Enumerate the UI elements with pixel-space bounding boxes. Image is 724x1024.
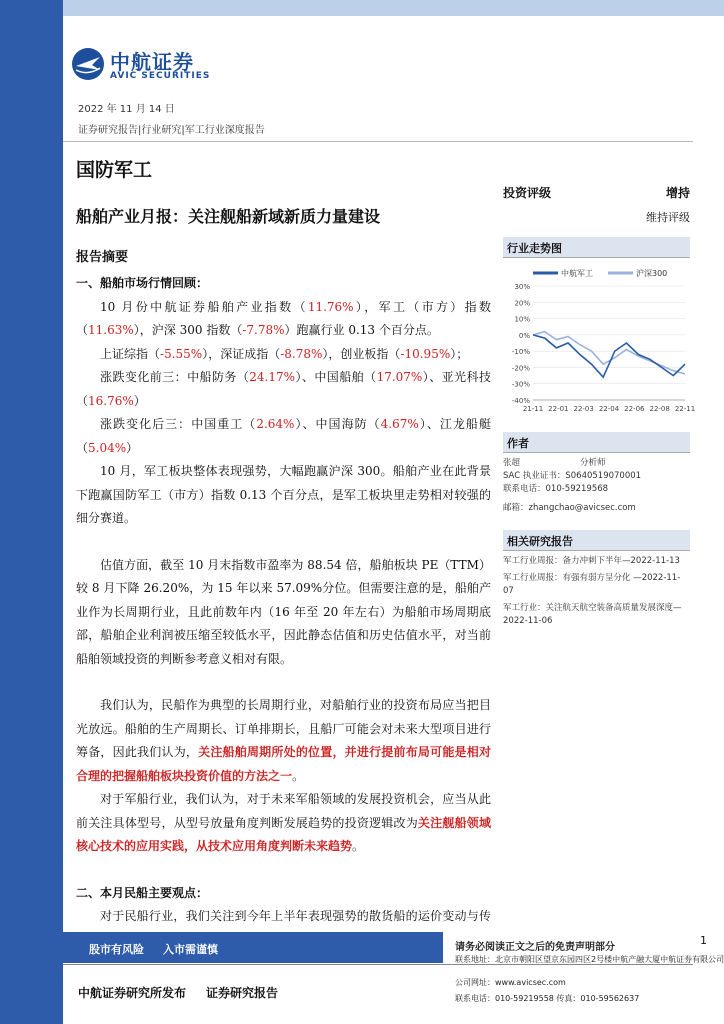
x-tick-label: 22-01 bbox=[548, 405, 569, 413]
y-tick-label: -10% bbox=[511, 348, 530, 357]
paragraph-civil-ship-view: 我们认为，民船作为典型的长周期行业，对船舶行业的投资布局应当把目光放远。船舶的生产周期长、订单排期长，且船厂可能会对未来大型项目进行筹备，因此我们认为，关注船舶周期所处的位置，并进行提前布局可能是相对合理的把握船舶板块投资价值的方法之一。 bbox=[76, 698, 491, 783]
paragraph-military-ship-view: 对于军船行业，我们认为，对于未来军船领域的发展投资机会，应当从此前关注具体型号，从型号放量角度判断发展趋势的投资逻辑改为关注舰船领域核心技术的应用实践，从技术应用角度判断未来趋势。 bbox=[76, 792, 491, 853]
company-logo bbox=[70, 46, 250, 86]
avic-logo-icon bbox=[70, 46, 106, 82]
x-tick-label: 22-08 bbox=[649, 405, 670, 413]
industry-heading: 国防军工 bbox=[76, 159, 153, 181]
author-role: 分析师 bbox=[580, 458, 606, 468]
paragraph-bulk-carrier: 对于民船行业，我们关注到今年上半年表现强势的散货船的运价变动与传 bbox=[100, 909, 491, 923]
related-heading: 相关研究报告 bbox=[503, 530, 690, 550]
section1-heading: 一、船舶市场行情回顾： bbox=[76, 276, 209, 290]
rating-sub: 维持评级 bbox=[646, 211, 690, 224]
related-item[interactable]: 军工行业：关注航天航空装备高质量发展深度—2022-11-06 bbox=[503, 603, 682, 626]
paragraph-october-review: 10 月，军工板块整体表现强势，大幅跑赢沪深 300。船舶产业在此背景下跑赢国防军工（市方）指数 0.13 个百分点，是军工板块里走势相对较强的细分赛道。 bbox=[76, 464, 491, 525]
logo-text-cn: 中航证券 bbox=[110, 50, 194, 74]
rating-label: 投资评级 bbox=[503, 186, 552, 200]
x-tick-label: 22-06 bbox=[624, 405, 645, 413]
report-date: 2022 年 11 月 14 日 bbox=[78, 104, 175, 115]
x-tick-label: 21-11 bbox=[522, 405, 544, 413]
x-tick-label: 22-04 bbox=[598, 405, 620, 413]
top-accent-bar bbox=[63, 0, 724, 16]
y-tick-label: 0% bbox=[518, 331, 530, 340]
trend-heading: 行业走势图 bbox=[503, 237, 690, 257]
y-tick-label: -40% bbox=[511, 397, 530, 405]
y-tick-label: -20% bbox=[511, 364, 530, 373]
series-line bbox=[533, 335, 685, 377]
paragraph-top-three: 涨跌变化前三：中船防务（24.17%）、中国船舶（17.07%）、亚光科技（16.76%） bbox=[76, 370, 491, 408]
header-divider bbox=[63, 141, 693, 142]
left-accent-bar bbox=[0, 0, 63, 1024]
author-heading: 作者 bbox=[503, 432, 690, 452]
related-item[interactable]: 军工行业周报：备力冲刺下半年—2022-11-13 bbox=[503, 556, 680, 566]
caution-text: 入市需谨慎 bbox=[163, 943, 218, 956]
legend-label-b: 沪深300 bbox=[636, 269, 668, 278]
x-tick-label: 22-03 bbox=[573, 405, 594, 413]
rating-row bbox=[503, 184, 690, 201]
rating-value: 增持 bbox=[665, 186, 690, 200]
paragraph-market-index: 上证综指（-5.55%），深证成指（-8.78%），创业板指（-10.95%）； bbox=[100, 346, 469, 361]
author-phone: 联系电话：010-59219568 bbox=[503, 484, 609, 494]
y-tick-label: 20% bbox=[514, 299, 530, 308]
y-tick-label: 30% bbox=[514, 283, 530, 291]
risk-banner bbox=[63, 932, 443, 963]
section2-heading: 二、本月民船主要观点： bbox=[76, 885, 209, 900]
risk-text: 股市有风险 bbox=[89, 943, 144, 956]
y-tick-label: -30% bbox=[511, 380, 530, 389]
y-tick-label: 10% bbox=[514, 315, 530, 324]
paragraph-index-compare: 10 月份中航证券船舶产业指数（11.76%），军工（市方）指数（11.63%），沪深 300 指数（-7.78%）跑赢行业 0.13 个百分点。 bbox=[76, 299, 491, 337]
footer-address: 联系地址：北京市朝阳区望京东园四区2号楼中航产融大厦中航证券有限公司 bbox=[455, 955, 724, 964]
author-heading-rule bbox=[503, 452, 690, 453]
author-email: 邮箱：zhangchao@avicsec.com bbox=[503, 503, 636, 513]
related-list bbox=[503, 555, 690, 628]
disclaimer-note: 请务必阅读正文之后的免责声明部分 bbox=[455, 942, 615, 953]
footer-website[interactable]: 公司网址：www.avicsec.com bbox=[455, 978, 566, 987]
x-tick-label: 22-11 bbox=[674, 405, 696, 413]
paragraph-bottom-three: 涨跌变化后三：中国重工（2.64%）、中国海防（4.67%）、江龙船艇（5.04%） bbox=[76, 417, 491, 455]
trend-heading-rule bbox=[503, 257, 690, 258]
chart-legend bbox=[533, 268, 667, 278]
author-block bbox=[503, 457, 690, 515]
page-number: 1 bbox=[700, 934, 707, 947]
report-title: 船舶产业月报：关注舰船新域新质力量建设 bbox=[76, 207, 381, 226]
legend-label-a: 中航军工 bbox=[561, 269, 593, 278]
footer-telephone: 联系电话：010-59219558 传真：010-59562637 bbox=[455, 994, 640, 1003]
related-item[interactable]: 军工行业周报：有强有弱方呈分化 —2022-11-07 bbox=[503, 573, 681, 596]
paragraph-valuation: 估值方面，截至 10 月末指数市盈率为 88.54 倍，船舶板块 PE（TTM）较 8 月下降 26.20%，为 15 年以来 57.09%分位。但需要注意的是，船舶产业作为长周期行业，且此前数年内（16 年至 20 年左右）为船舶市场周期底部，船舶企业利润被压缩至较低水平，因此静态估值和历史估值水平，对当前船舶领域投资的判断参考意义相对有限。 bbox=[76, 557, 491, 666]
trend-chart bbox=[503, 262, 696, 422]
summary-heading: 报告摘要 bbox=[76, 250, 129, 265]
author-name: 张超 bbox=[503, 458, 521, 468]
logo-text-en: AVIC SECURITIES bbox=[110, 71, 211, 81]
summary-body bbox=[76, 272, 491, 952]
report-path: 证券研究报告|行业研究|军工行业深度报告 bbox=[78, 125, 265, 136]
related-heading-rule bbox=[503, 550, 690, 551]
author-sac: SAC 执业证书：S0640519070001 bbox=[503, 471, 642, 481]
footer-publisher: 中航证券研究所发布 证券研究报告 bbox=[78, 986, 279, 1000]
